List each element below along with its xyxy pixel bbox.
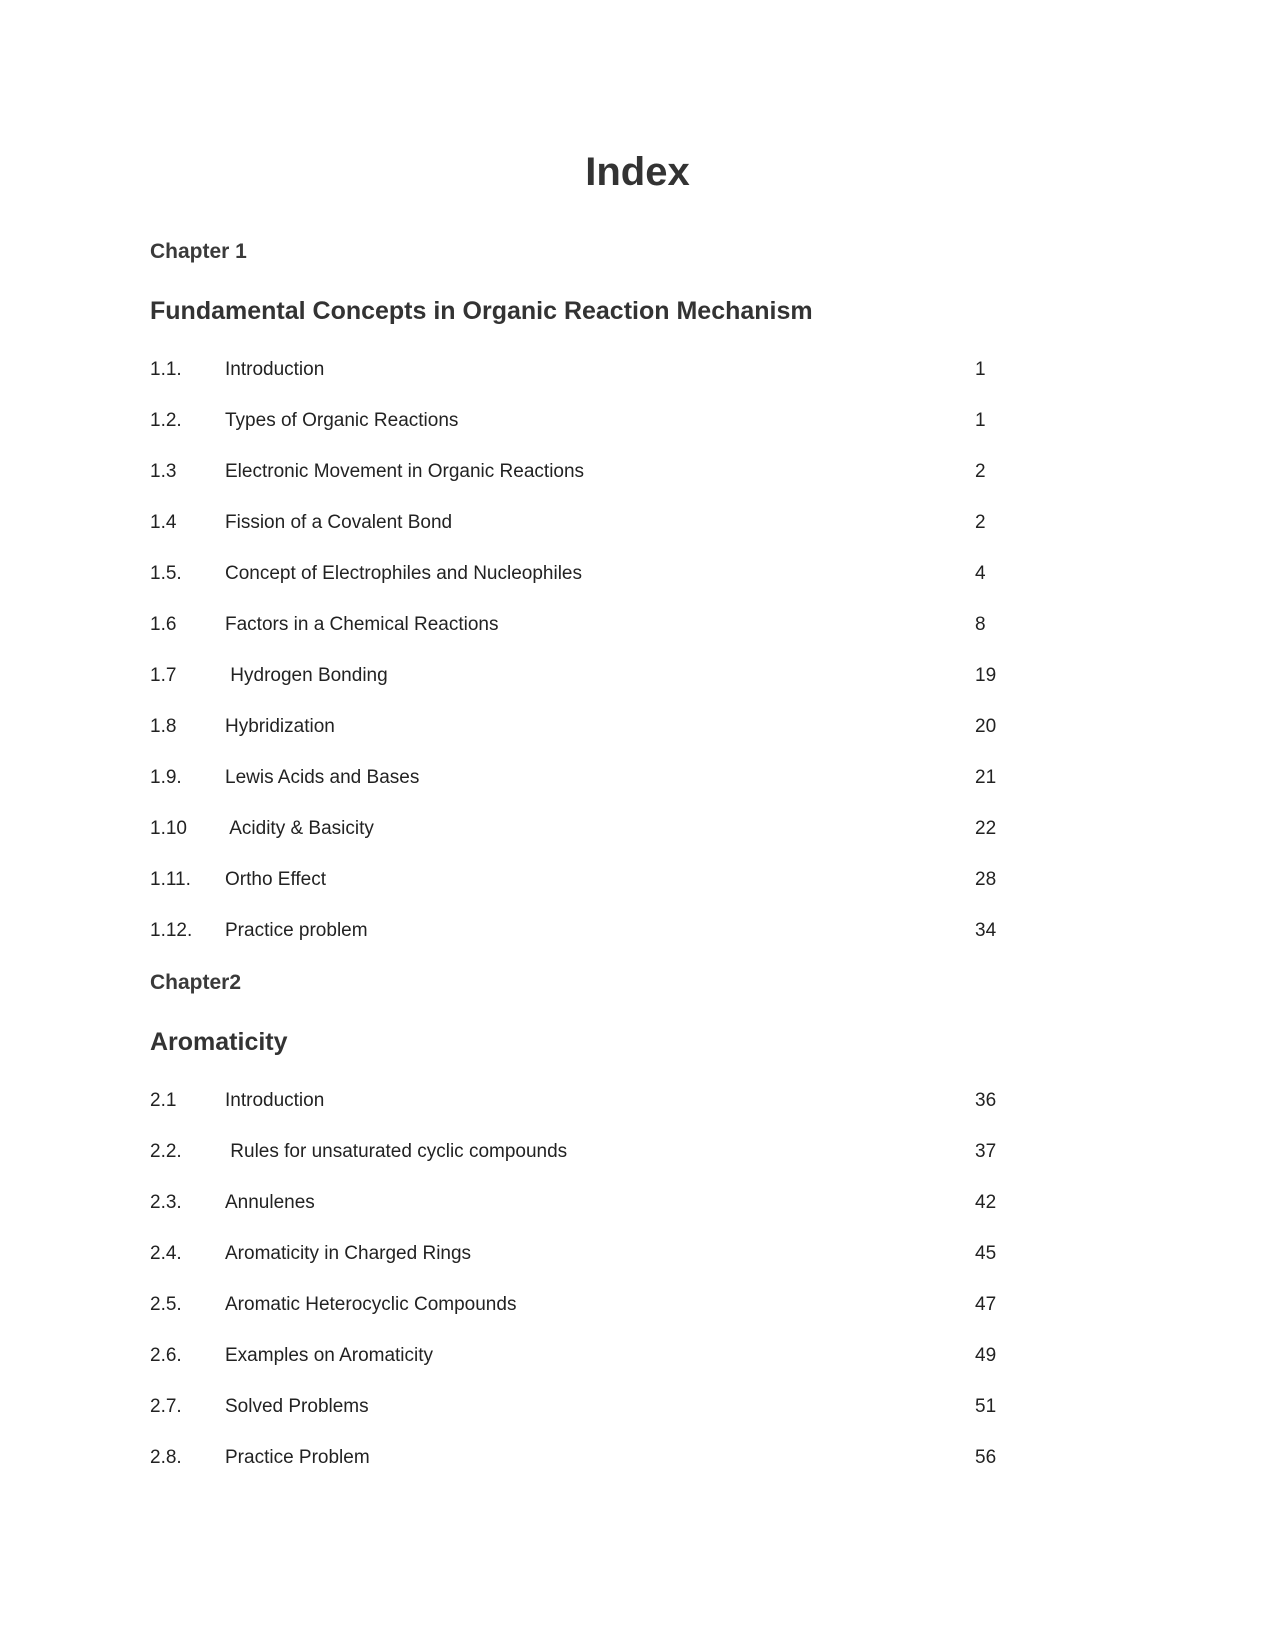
chapter-2-label: Chapter2 [150,971,242,994]
entry-page-number: 1 [975,410,986,431]
toc-entry [150,408,1030,434]
entry-title: Annulenes [225,1192,315,1213]
entry-number: 2.6. [150,1345,182,1366]
toc-entry [150,510,1030,536]
toc-entry [150,612,1030,638]
entry-title: Acidity & Basicity [225,818,374,839]
toc-entry [150,663,1030,689]
entry-number: 2.7. [150,1396,182,1417]
toc-entry [150,459,1030,485]
chapter-1-label: Chapter 1 [150,240,247,263]
entry-page-number: 2 [975,512,986,533]
entry-number: 2.8. [150,1447,182,1468]
entry-title: Lewis Acids and Bases [225,767,420,788]
entry-number: 1.1. [150,359,182,380]
entry-number: 1.7 [150,665,177,686]
chapter-2-heading: Aromaticity [150,1028,288,1056]
toc-entry [150,765,1030,791]
page-title: Index [585,150,690,194]
entry-page-number: 8 [975,614,986,635]
entry-number: 2.3. [150,1192,182,1213]
entry-page-number: 45 [975,1243,997,1264]
chapter-1-heading: Fundamental Concepts in Organic Reaction Mechanism [150,297,813,325]
entry-page-number: 51 [975,1396,997,1417]
entry-number: 1.2. [150,410,182,431]
entry-title: Types of Organic Reactions [225,410,459,431]
toc-entry [150,357,1030,383]
entry-page-number: 37 [975,1141,997,1162]
entry-page-number: 49 [975,1345,997,1366]
entry-number: 1.10 [150,818,187,839]
entry-title: Ortho Effect [225,869,327,890]
entry-number: 1.6 [150,614,177,635]
entry-number: 2.5. [150,1294,182,1315]
entry-number: 1.5. [150,563,182,584]
entry-page-number: 47 [975,1294,997,1315]
entry-page-number: 2 [975,461,986,482]
entry-title: Hybridization [225,716,335,737]
toc-entry [150,816,1030,842]
toc-entry [150,867,1030,893]
entry-page-number: 21 [975,767,997,788]
entry-page-number: 19 [975,665,997,686]
entry-title: Practice Problem [225,1447,370,1468]
entry-page-number: 22 [975,818,997,839]
entry-title: Rules for unsaturated cyclic compounds [225,1141,568,1162]
entry-title: Concept of Electrophiles and Nucleophiles [225,563,582,584]
entry-page-number: 4 [975,563,986,584]
entry-title: Aromatic Heterocyclic Compounds [225,1294,517,1315]
toc-entry [150,1292,1030,1318]
toc-entry [150,1088,1030,1114]
entry-number: 1.12. [150,920,193,941]
entry-page-number: 1 [975,359,986,380]
entry-title: Solved Problems [225,1396,369,1417]
toc-entry [150,1394,1030,1420]
entry-title: Introduction [225,359,325,380]
entry-page-number: 56 [975,1447,997,1468]
toc-entry [150,561,1030,587]
entry-page-number: 36 [975,1090,997,1111]
toc-entry [150,1445,1030,1471]
toc-entry [150,1190,1030,1216]
entry-page-number: 42 [975,1192,997,1213]
entry-number: 2.2. [150,1141,182,1162]
entry-number: 1.11. [150,869,191,890]
toc-entry [150,1343,1030,1369]
entry-title: Electronic Movement in Organic Reactions [225,461,585,482]
entry-number: 1.8 [150,716,177,737]
toc-entry [150,1241,1030,1267]
entry-title: Examples on Aromaticity [225,1345,434,1366]
entry-title: Practice problem [225,920,368,941]
entry-title: Aromaticity in Charged Rings [225,1243,472,1264]
toc-entry [150,714,1030,740]
entry-title: Fission of a Covalent Bond [225,512,453,533]
entry-page-number: 28 [975,869,997,890]
entry-number: 2.4. [150,1243,182,1264]
entry-page-number: 20 [975,716,997,737]
entry-title: Factors in a Chemical Reactions [225,614,499,635]
toc-entry [150,1139,1030,1165]
entry-number: 1.3 [150,461,177,482]
entry-title: Introduction [225,1090,325,1111]
entry-number: 2.1 [150,1090,177,1111]
entry-number: 1.4 [150,512,177,533]
toc-entry [150,918,1030,944]
entry-title: Hydrogen Bonding [225,665,388,686]
entry-number: 1.9. [150,767,182,788]
entry-page-number: 34 [975,920,997,941]
